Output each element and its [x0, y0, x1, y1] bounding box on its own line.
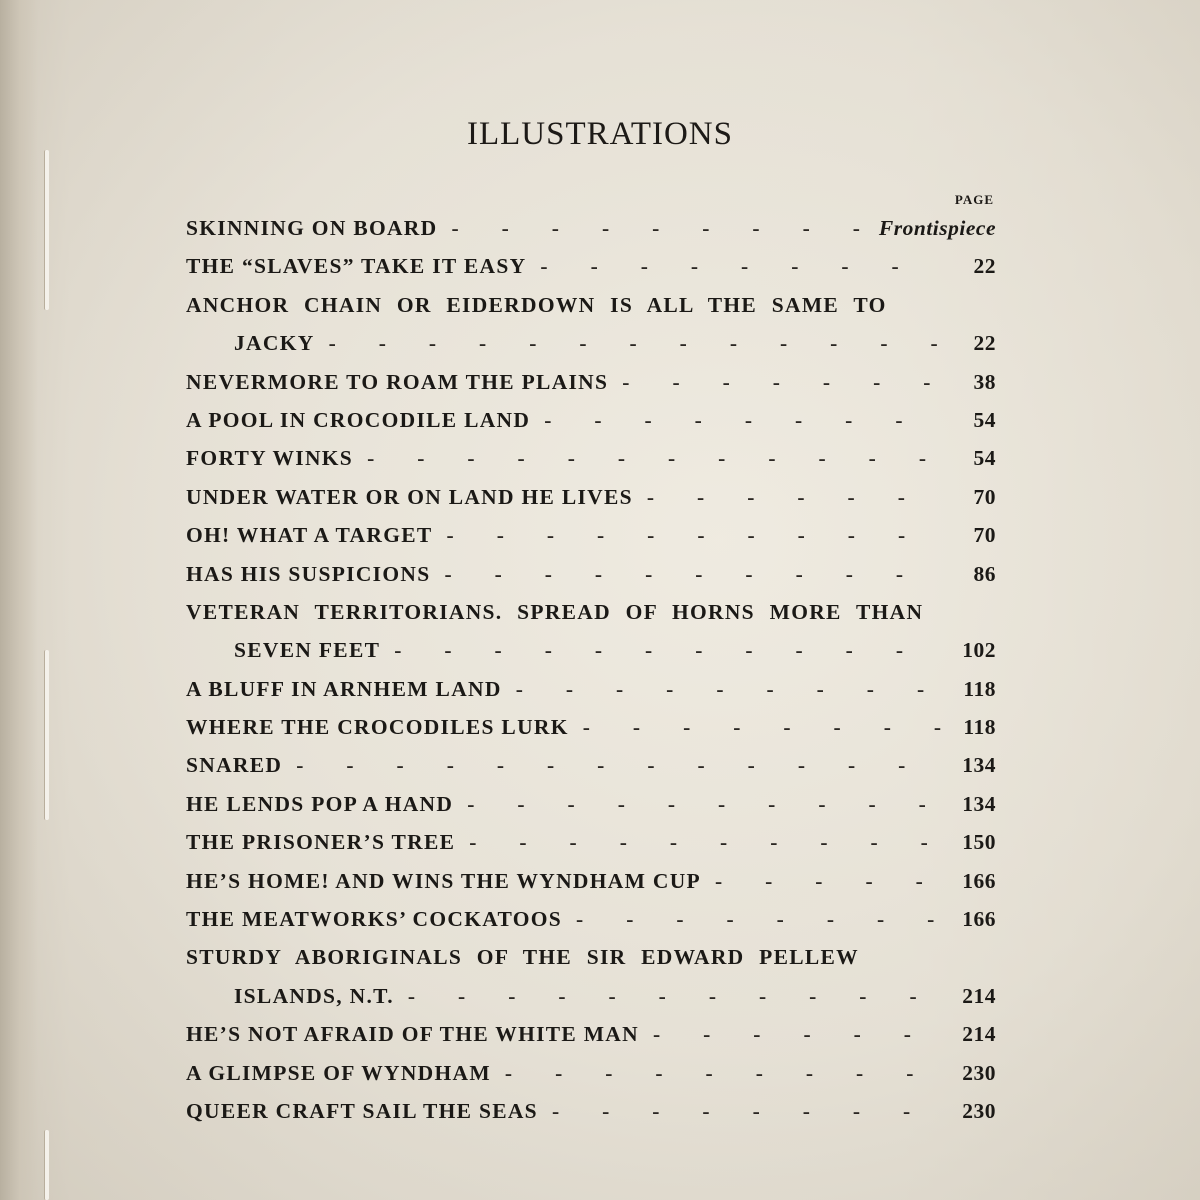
- page-title: ILLUSTRATIONS: [467, 116, 733, 152]
- dot-leader: [505, 1061, 942, 1086]
- entry-caption: SEVEN FEET: [234, 638, 381, 663]
- list-item: [186, 600, 996, 638]
- dot-leader: [469, 830, 942, 855]
- entry-caption: THE MEATWORKS’ COCKATOOS: [186, 907, 563, 932]
- binding-thread: [44, 650, 49, 820]
- list-item: [186, 446, 996, 484]
- entry-caption: A GLIMPSE OF WYNDHAM: [186, 1060, 491, 1085]
- dot-leader: [296, 753, 942, 778]
- binding-thread: [44, 1130, 49, 1200]
- entry-caption: SKINNING ON BOARD: [186, 216, 438, 240]
- entry-caption: JACKY: [234, 331, 315, 356]
- dot-leader: [540, 254, 942, 279]
- list-item: [186, 1061, 996, 1099]
- list-item: [186, 638, 996, 676]
- list-item: [186, 254, 996, 292]
- entry-caption: HE LENDS POP A HAND: [186, 791, 454, 816]
- list-item: [186, 715, 996, 753]
- entry-caption: THE PRISONER’S TREE: [186, 830, 456, 855]
- entry-page: 230: [962, 1060, 996, 1085]
- entry-page: 22: [973, 254, 996, 279]
- entry-page: 70: [973, 523, 996, 548]
- dot-leader: [715, 869, 942, 894]
- entry-page: 214: [962, 983, 996, 1008]
- entry-page: 118: [963, 715, 996, 740]
- illustrations-list: [186, 216, 996, 1137]
- entry-page: 22: [973, 331, 996, 356]
- entry-caption: NEVERMORE TO ROAM THE PLAINS: [186, 369, 609, 394]
- entry-page: 118: [963, 676, 996, 701]
- entry-caption: VETERAN TERRITORIANS. SPREAD OF HORNS MORE THAN: [186, 599, 924, 624]
- entry-caption: QUEER CRAFT SAIL THE SEAS: [186, 1098, 538, 1123]
- list-item: [186, 907, 996, 945]
- entry-page: 70: [973, 484, 996, 509]
- entry-caption: ISLANDS, N.T.: [234, 983, 394, 1008]
- list-item: [186, 216, 996, 254]
- entry-caption: A BLUFF IN ARNHEM LAND: [186, 676, 502, 701]
- dot-leader: [444, 562, 942, 587]
- dot-leader: [583, 715, 942, 740]
- entry-page: 230: [962, 1098, 996, 1123]
- entry-page: 214: [962, 1022, 996, 1047]
- entry-caption: THE “SLAVES” TAKE IT EASY: [186, 254, 527, 279]
- entry-caption: OH! WHAT A TARGET: [186, 523, 433, 548]
- entry-page: 102: [962, 638, 996, 663]
- entry-page: 150: [962, 830, 996, 855]
- dot-leader: [467, 792, 942, 817]
- entry-caption: A POOL IN CROCODILE LAND: [186, 407, 531, 432]
- dot-leader: [647, 485, 942, 510]
- entry-caption: FORTY WINKS: [186, 446, 354, 471]
- list-item: [186, 945, 996, 983]
- entry-page: 166: [962, 907, 996, 932]
- entry-caption: HAS HIS SUSPICIONS: [186, 561, 431, 586]
- dot-leader: [394, 638, 942, 663]
- entry-page: 134: [962, 753, 996, 778]
- dot-leader: [544, 408, 942, 433]
- page-column-heading: PAGE: [954, 192, 994, 207]
- entry-caption: HE’S NOT AFRAID OF THE WHITE MAN: [186, 1022, 639, 1047]
- list-item: [186, 370, 996, 408]
- entry-page: 166: [962, 868, 996, 893]
- list-item: [186, 1022, 996, 1060]
- dot-leader: [653, 1022, 942, 1047]
- dot-leader: [408, 984, 942, 1009]
- dot-leader: [622, 370, 942, 395]
- list-item: [186, 331, 996, 369]
- list-item: [186, 485, 996, 523]
- entry-caption: WHERE THE CROCODILES LURK: [186, 715, 569, 740]
- dot-leader: [451, 216, 868, 241]
- list-item: [186, 408, 996, 446]
- entry-caption: STURDY ABORIGINALS OF THE SIR EDWARD PELLEW: [186, 945, 859, 970]
- entry-caption: HE’S HOME! AND WINS THE WYNDHAM CUP: [186, 868, 701, 893]
- list-item: [186, 677, 996, 715]
- list-item: [186, 1099, 996, 1137]
- list-item: [186, 830, 996, 868]
- dot-leader: [329, 331, 942, 356]
- entry-page: 38: [973, 369, 996, 394]
- dot-leader: [447, 523, 942, 548]
- dot-leader: [516, 677, 942, 702]
- list-item: [186, 869, 996, 907]
- entry-page: Frontispiece: [878, 216, 996, 240]
- dot-leader: [576, 907, 942, 932]
- dot-leader: [552, 1099, 942, 1124]
- entry-caption: ANCHOR CHAIN OR EIDERDOWN IS ALL THE SAME TO: [186, 292, 887, 317]
- entry-caption: UNDER WATER OR ON LAND HE LIVES: [186, 484, 633, 509]
- dot-leader: [367, 446, 942, 471]
- list-item: [186, 562, 996, 600]
- binding-thread: [44, 150, 49, 310]
- list-item: [186, 792, 996, 830]
- entry-page: 54: [973, 446, 996, 471]
- entry-page: 86: [973, 561, 996, 586]
- entry-page: 134: [962, 791, 996, 816]
- list-item: [186, 753, 996, 791]
- list-item: [186, 523, 996, 561]
- list-item: [186, 293, 996, 331]
- entry-page: 54: [973, 407, 996, 432]
- entry-caption: SNARED: [186, 753, 283, 778]
- list-item: [186, 984, 996, 1022]
- binding-gutter: [0, 0, 38, 1200]
